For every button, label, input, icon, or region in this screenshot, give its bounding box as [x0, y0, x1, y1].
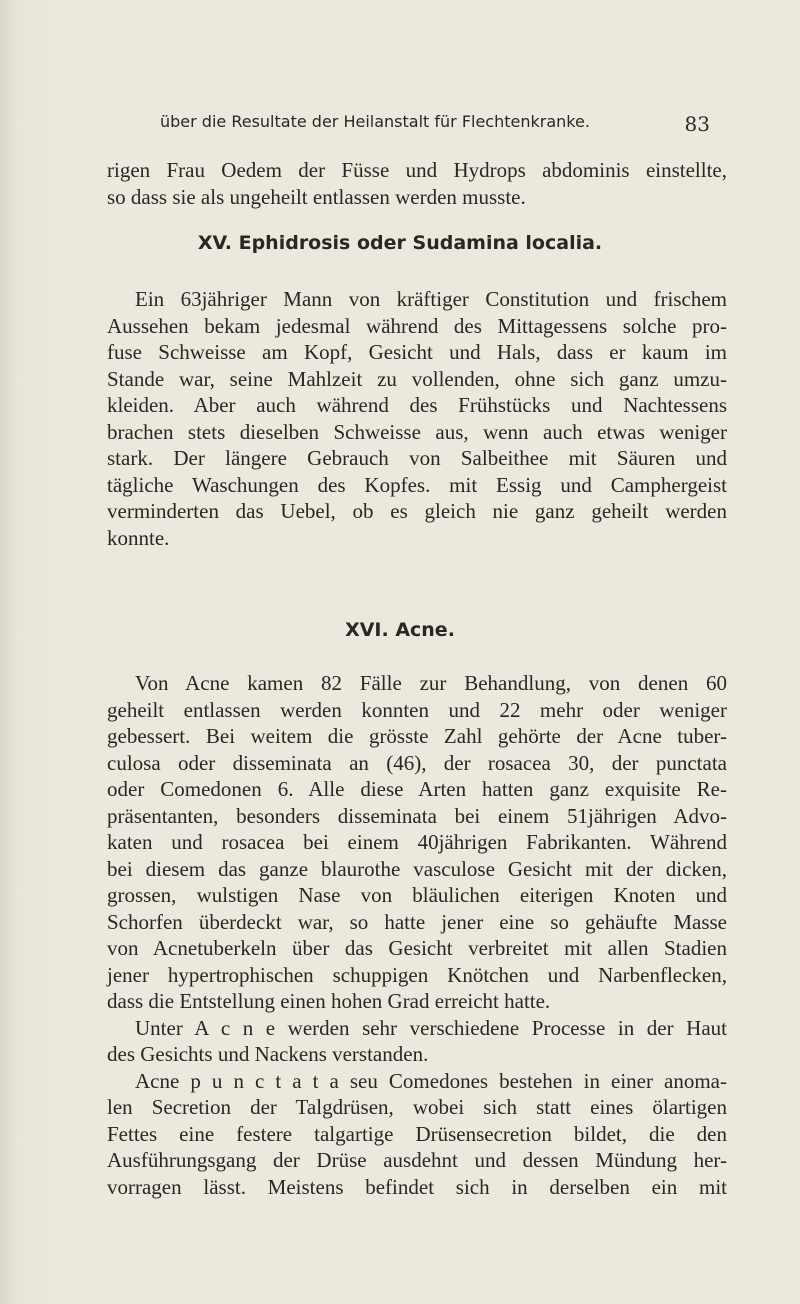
text-line: verminderten das Uebel, ob es gleich nie ganz geheilt werden — [107, 499, 727, 523]
text-line: geheilt entlassen werden konnten und 22 mehr oder weniger — [107, 697, 727, 722]
text-line: des Gesichts und Nackens verstanden. — [107, 1042, 429, 1066]
text-line: stark. Der längere Gebrauch von Salbeithee mit Säuren und — [107, 446, 727, 470]
text-line: grossen, wulstigen Nase von bläulichen eiterigen Knoten und — [107, 883, 727, 907]
text-line: Ausführungsgang der Drüse ausdehnt und dessen Mündung her- — [107, 1148, 727, 1172]
text-line: bei diesem das ganze blaurothe vasculose Gesicht mit der dicken, — [107, 856, 727, 881]
section-heading-xvi: XVI. Acne. — [345, 619, 455, 641]
text-line: oder Comedonen 6. Alle diese Arten hatten ganz exquisite Re- — [107, 777, 727, 801]
page-number: 83 — [684, 112, 710, 136]
intro-paragraph — [107, 157, 727, 210]
text-line: katen und rosacea bei einem 40jährigen Fabrikanten. Während — [107, 830, 727, 854]
text-line: kleiden. Aber auch während des Frühstücks und Nachtessens — [107, 393, 727, 417]
section-heading-xv: XV. Ephidrosis oder Sudamina localia. — [197, 232, 603, 254]
text-line: Von Acne kamen 82 Fälle zur Behandlung, von denen 60 — [135, 671, 727, 695]
section-xv-paragraph — [107, 286, 727, 551]
text-line: culosa oder disseminata an (46), der rosacea 30, der punctata — [107, 750, 727, 775]
text-line: Unter A c n e werden sehr verschiedene Processe in der Haut — [135, 1015, 727, 1040]
text-line: Acne p u n c t a t a seu Comedones bestehen in einer anoma- — [135, 1068, 727, 1093]
running-title: über die Resultate der Heilanstalt für Flechtenkranke. — [160, 112, 590, 131]
text-line: dass die Entstellung einen hohen Grad erreicht hatte. — [107, 989, 551, 1013]
text-line: vorragen lässt. Meistens befindet sich in derselben ein mit — [107, 1174, 727, 1199]
text-line: so dass sie als ungeheilt entlassen werden musste. — [107, 184, 526, 209]
text-line: konnte. — [107, 525, 170, 550]
text-line: tägliche Waschungen des Kopfes. mit Essig und Camphergeist — [107, 472, 727, 497]
text-line: Fettes eine festere talgartige Drüsensecretion bildet, die den — [107, 1121, 727, 1146]
text-line: Stande war, seine Mahlzeit zu vollenden, ohne sich ganz umzu- — [107, 366, 727, 391]
text-line: Schorfen überdeckt war, so hatte jener eine so gehäufte Masse — [107, 909, 727, 934]
text-line: jener hypertrophischen schuppigen Knötchen und Narbenflecken, — [107, 962, 727, 987]
section-xvi-paragraph — [107, 670, 727, 1200]
text-line: gebessert. Bei weitem die grösste Zahl gehörte der Acne tuber- — [107, 724, 727, 748]
text-line: rigen Frau Oedem der Füsse und Hydrops abdominis einstellte, — [107, 158, 727, 182]
text-line: len Secretion der Talgdrüsen, wobei sich statt eines ölartigen — [107, 1095, 727, 1119]
text-line: präsentanten, besonders disseminata bei einem 51jährigen Advo- — [107, 803, 727, 828]
text-line: von Acnetuberkeln über das Gesicht verbreitet mit allen Stadien — [107, 936, 727, 960]
text-line: brachen stets dieselben Schweisse aus, wenn auch etwas weniger — [107, 419, 727, 444]
text-line: fuse Schweisse am Kopf, Gesicht und Hals, dass er kaum im — [107, 340, 727, 364]
text-line: Aussehen bekam jedesmal während des Mittagessens solche pro- — [107, 313, 727, 338]
text-line: Ein 63jähriger Mann von kräftiger Constitution und frischem — [135, 287, 727, 311]
